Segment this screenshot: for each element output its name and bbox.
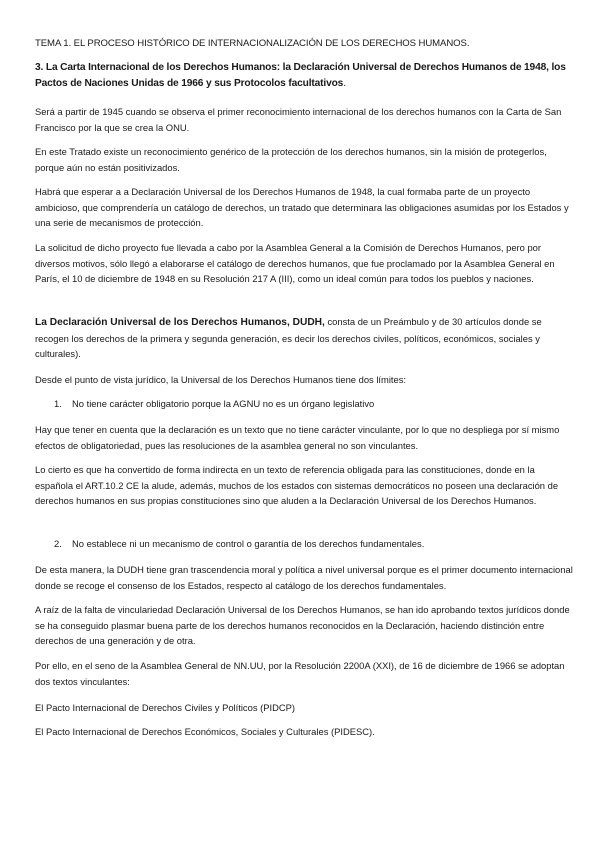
paragraph-2: En este Tratado existe un reconocimiento genérico de la protección de los derechos humanos, sin la misión de protegerlos, porque aún no están positivizados. — [35, 146, 547, 173]
list-item-2-text: No establece ni un mecanismo de control o garantía de los derechos fundamentales. — [72, 538, 425, 549]
paragraph-1: Será a partir de 1945 cuando se observa el primer reconocimiento internacional de los derechos humanos con la Carta de San Francisco por la que se crea la ONU. — [35, 106, 562, 133]
list-item-1-number: 1. — [54, 398, 62, 409]
paragraph-4: La solicitud de dicho proyecto fue llevada a cabo por la Asamblea General a la Comisión de Derechos Humanos, pero por diversos motivos, sólo llegó a elaborarse el catálogo de derechos humanos, que fue proclamado por la Asamblea General en París, el 10 de diciembre de 1948 en su Resolución 217 A (III), como un ideal común para todos los pueblos y naciones. — [35, 242, 555, 285]
paragraph-5-lead: La Declaración Universal de los Derechos Humanos, DUDH, — [35, 317, 325, 328]
section-heading-text: 3. La Carta Internacional de los Derechos Humanos: la Declaración Universal de Derechos Humanos de 1948, los Pactos de Naciones Unidas de 1966 y sus Protocolos facultativos — [35, 62, 566, 90]
paragraph-12: El Pacto Internacional de Derechos Civiles y Políticos (PIDCP) — [35, 702, 296, 713]
paragraph-8: Lo cierto es que ha convertido de forma indirecta en un texto de referencia obligada para las constituciones, donde en la española el ART.10.2 CE la alude, además, muchos de los estados con sistemas democráticos no poseen una declaración de derechos humanos en sus propias constituciones sino que aluden a la Declaración Universal de los Derechos Humanos. — [35, 464, 559, 507]
paragraph-7: Hay que tener en cuenta que la declaración es un texto que no tiene carácter vinculante, por lo que no despliega por sí mismo efectos de obligatoriedad, pues las resoluciones de la asamblea general no son vinculantes. — [35, 424, 560, 451]
paragraph-3: Habrá que esperar a a Declaración Universal de los Derechos Humanos de 1948, la cual formaba parte de un proyecto ambicioso, que comprendería un catálogo de derechos, un tratado que determinara las obligaciones asumidas por los Estados y una serie de mecanismos de protección. — [35, 186, 569, 229]
document-title: TEMA 1. EL PROCESO HISTÓRICO DE INTERNACIONALIZACIÓN DE LOS DERECHOS HUMANOS. — [35, 38, 470, 49]
paragraph-9: De esta manera, la DUDH tiene gran trascendencia moral y política a nivel universal porque es el primer documento internacional donde se recoge el consenso de los Estados, respecto al catálogo de los derechos fundamentales. — [35, 564, 573, 591]
section-heading-period: . — [343, 78, 346, 90]
paragraph-5-rest: consta de un Preámbulo y de 30 artículos donde se recogen los derechos de la primera y segunda generación, es decir los derechos civiles, políticos, económicos, sociales y culturales). — [35, 316, 542, 360]
list-item-2-number: 2. — [54, 538, 62, 549]
paragraph-11: Por ello, en el seno de la Asamblea General de NN.UU, por la Resolución 2200A (XXI), de 16 de diciembre de 1966 se adoptan dos textos vinculantes: — [35, 660, 565, 687]
paragraph-6: Desde el punto de vista jurídico, la Universal de los Derechos Humanos tiene dos límites: — [35, 374, 407, 385]
list-item-1-text: No tiene carácter obligatorio porque la AGNU no es un órgano legislativo — [72, 398, 375, 409]
paragraph-13: El Pacto Internacional de Derechos Económicos, Sociales y Culturales (PIDESC). — [35, 726, 375, 737]
section-heading — [35, 60, 573, 93]
paragraph-10: A raíz de la falta de vinculariedad Declaración Universal de los Derechos Humanos, se han ido aprobando textos jurídicos donde se ha conseguido plasmar buena parte de los derechos humanos reconocidos en la Declaración, haciendo distinción entre derechos de una generación y de otra. — [35, 604, 570, 647]
paragraph-5 — [35, 314, 573, 362]
